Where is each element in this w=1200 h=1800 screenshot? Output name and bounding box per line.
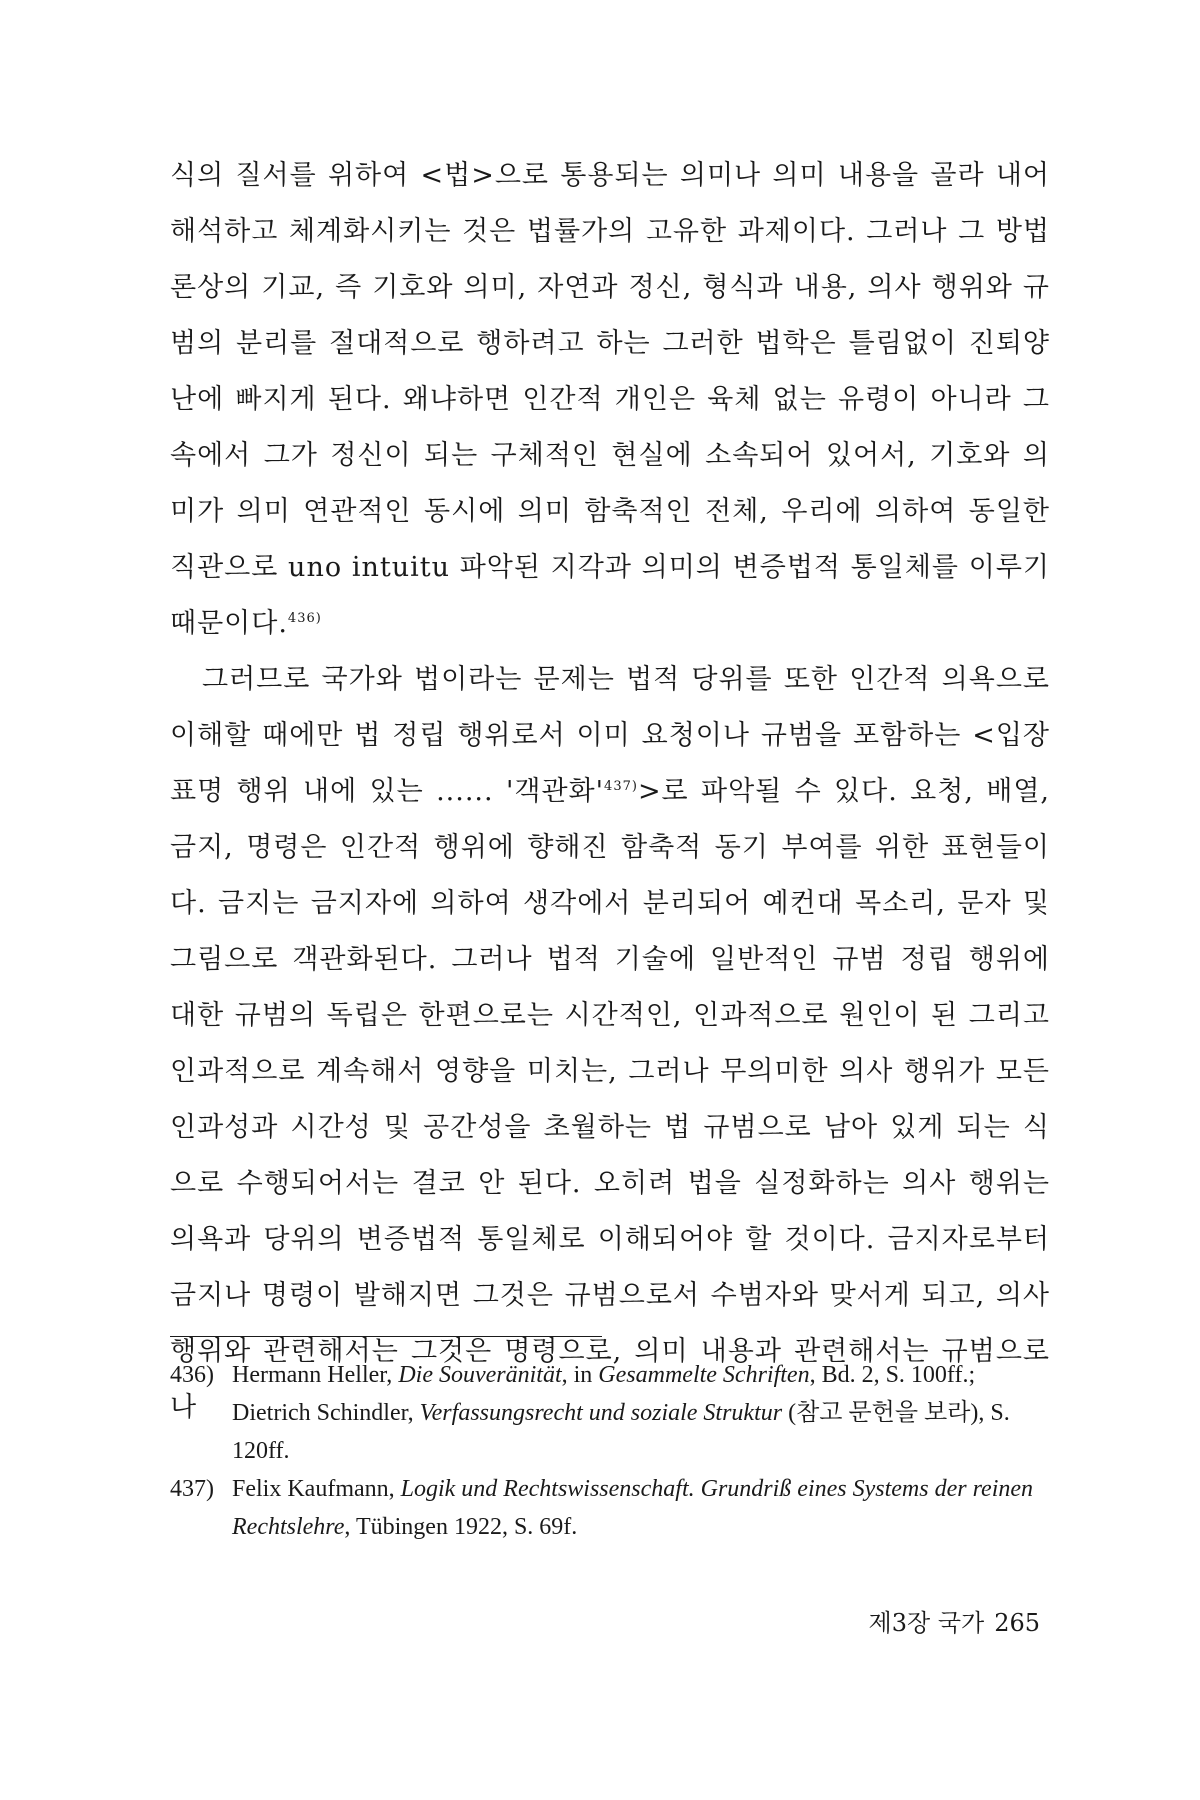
footnote-connector: , in bbox=[561, 1362, 599, 1388]
footnote-citation: , Bd. 2, S. 100ff.; Dietrich Schindler, bbox=[232, 1362, 976, 1426]
page-number: 265 bbox=[994, 1609, 1040, 1637]
paragraph-1 bbox=[170, 148, 1050, 652]
footnotes bbox=[170, 1356, 1050, 1546]
footnote-ref-436: 436) bbox=[287, 611, 322, 626]
footnote-tail: (참고 문헌을 보라), S. 120ff. bbox=[232, 1400, 1010, 1464]
footnote-ref-437: 437) bbox=[604, 779, 638, 794]
body-text bbox=[170, 148, 1050, 1436]
paragraph-1-text: 식의 질서를 위하여 <법>으로 통용되는 의미나 의미 내용을 골라 내어 해석하고 체계화시키는 것은 법률가의 고유한 과제이다. 그러나 그 방법론상의 기교, 즉 기호와 의미, 자연과 정신, 형식과 내용, 의사 행위와 규범의 분리를 절대적으로 행하려고 하는 그러한 법학은 틀림없이 진퇴양난에 빠지게 된다. 왜냐하면 인간적 개인은 육체 없는 유령이 아니라 그 속에서 그가 정신이 되는 구체적인 현실에 소속되어 있어서, 기호와 의미가 의미 연관적인 동시에 의미 함축적인 전체, 우리에 의하여 동일한 직관으로 uno intuitu 파악된 지각과 의미의 변증법적 통일체를 이루기 때문이다. bbox=[170, 160, 1050, 639]
page-footer bbox=[859, 1603, 1040, 1638]
paragraph-2-text-a: 그러므로 국가와 법이라는 문제는 법적 당위를 또한 인간적 의욕으로 이해할 때에만 법 정립 행위로서 이미 요청이나 규범을 포함하는 <입장 표명 행위 내에 있는 ...... '객관화' bbox=[170, 664, 1050, 807]
footnote-437 bbox=[170, 1470, 1050, 1546]
footnote-text bbox=[232, 1470, 1050, 1546]
footnote-author: Felix Kaufmann, bbox=[232, 1476, 401, 1502]
footnote-citation: , Tübingen 1922, S. 69f. bbox=[344, 1514, 578, 1540]
footnote-436 bbox=[170, 1356, 1050, 1470]
footnote-title: Logik und Rechtswissenschaft. Grundriß eines Systems der reinen Rechtslehre bbox=[232, 1476, 1034, 1540]
footnote-divider bbox=[170, 1336, 602, 1337]
footnote-work: Gesammelte Schriften bbox=[598, 1362, 810, 1388]
footnote-title: Die Souveränität bbox=[398, 1362, 562, 1388]
chapter-label: 제3장 국가 bbox=[868, 1609, 985, 1637]
paragraph-2-text-b: >로 파악될 수 있다. 요청, 배열, 금지, 명령은 인간적 행위에 향해진 함축적 동기 부여를 위한 표현들이다. 금지는 금지자에 의하여 생각에서 분리되어 예컨대 목소리, 문자 및 그림으로 객관화된다. 그러나 법적 기술에 일반적인 규범 정립 행위에 대한 규범의 독립은 한편으로는 시간적인, 인과적으로 원인이 된 그리고 인과적으로 계속해서 영향을 미치는, 그러나 무의미한 의사 행위가 모든 인과성과 시간성 및 공간성을 초월하는 법 규범으로 남아 있게 되는 식으로 수행되어서는 결코 안 된다. 오히려 법을 실정화하는 의사 행위는 의욕과 당위의 변증법적 통일체로 이해되어야 할 것이다. 금지자로부터 금지나 명령이 발해지면 그것은 규범으로서 수범자와 맞서게 되고, 의사 행위와 관련해서는 그것은 명령으로, 의미 내용과 관련해서는 규범으로 나 bbox=[170, 776, 1051, 1423]
footnote-title-2: Verfassungsrecht und soziale Struktur bbox=[419, 1400, 783, 1426]
footnote-text bbox=[232, 1356, 1050, 1470]
footnote-author: Hermann Heller, bbox=[232, 1362, 399, 1388]
paragraph-2 bbox=[170, 652, 1050, 1436]
footnote-number: 437) bbox=[170, 1476, 214, 1502]
footnote-number: 436) bbox=[170, 1362, 214, 1388]
